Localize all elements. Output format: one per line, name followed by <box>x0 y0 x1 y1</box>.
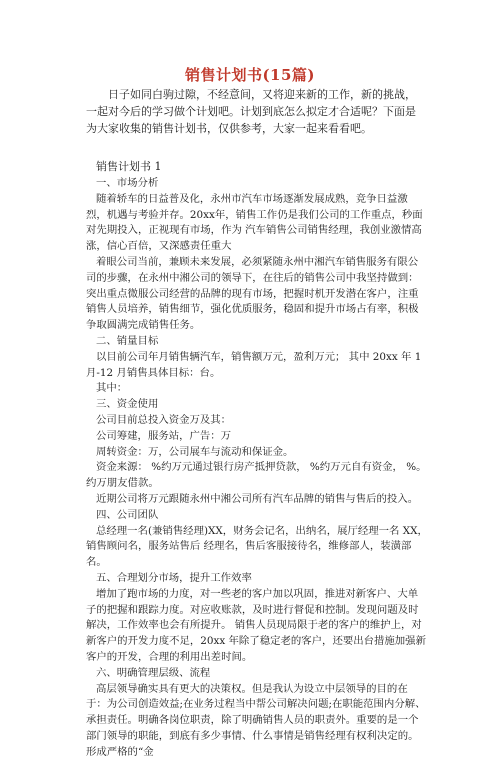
section-heading: 公司目前总投入资金万及其： <box>86 413 428 429</box>
body-paragraph: 近期公司将万元跟随永州中湘公司所有汽车品牌的销售与售后的投入。 <box>86 492 428 508</box>
body-paragraph: 以目前公司年月销售辆汽车，销售额万元，盈利万元； 其中 20xx 年 1月-12 月销售具体目标：台。 <box>86 350 428 382</box>
section-heading: 二、销量目标 <box>86 334 428 350</box>
document-title: 销售计划书(15篇) <box>0 64 500 85</box>
intro-paragraph: 日子如同白驹过隙，不经意间，又将迎来新的工作，新的挑战，一起对今后的学习做个计划吧。计划到底怎么拟定才合适呢？下面是为大家收集的销售计划书，仅供参考，大家一起来看看吧。 <box>86 86 426 137</box>
section-heading: 六、明确管理层级、流程 <box>86 666 428 682</box>
section-heading: 一、市场分析 <box>86 176 428 192</box>
body-paragraph: 增加了跑市场的力度，对一些老的客户加以巩固，推进对新客户、大单子的把握和跟踪力度。对应收账款，及时进行督促和控制。发现问题及时解决，工作效率也会有所提升。 销售人员现局限于老的客户的维护上，对新客户的开发力度不足，20xx 年除了稳定老的客户，还要出台措施加强新客户的开发，合理的利用出差时间。 <box>86 587 428 666</box>
section-title: 销售计划书 1 <box>96 158 162 175</box>
section-heading: 三、资金使用 <box>86 397 428 413</box>
body-paragraph: 随着轿车的日益普及化，永州市汽车市场逐渐发展成熟，竞争日益激烈，机遇与考验并存。20xx年，销售工作仍是我们公司的工作重点，秒面对先期投入，正视现有市场，作为 汽车销售公司销售经理，我创业激情高涨，信心百倍，又深感责任重大 <box>86 192 428 255</box>
section-heading: 其中： <box>86 381 428 397</box>
body-paragraph: 高层领导确实具有更大的决策权。但是我认为设立中层领导的目的在于：为公司创造效益;在业务过程当中帮公司解决问题;在职能范围内分解、承担责任。明确各岗位职责，除了明确销售人员的职责外。重要的是一个部门领导的职能，到底有多少事情、什么事情是销售经理有权利决定的。形成严格的“金 <box>86 682 428 760</box>
document-body <box>86 176 428 760</box>
section-heading: 四、公司团队 <box>86 508 428 524</box>
body-paragraph: 资金来源： %约万元通过银行房产抵押贷款， %约万元自有资金， %。约万朋友借款。 <box>86 460 428 492</box>
section-heading: 公司筹建，服务站，广告：万 <box>86 429 428 445</box>
body-paragraph: 着眼公司当前，兼顾未来发展，必须紧随永州中湘汽车销售服务有限公司的步骤，在永州中湘公司的领导下，在往后的销售公司中我坚持做到：突出重点微服公司经营的品牌的现有市场，把握时机开发潜在客户，注重销售人员培养，销售细节，强化优质服务，稳固和提升市场占有率，积极争取圆满完成销售任务。 <box>86 255 428 334</box>
section-heading: 五、合理划分市场，提升工作效率 <box>86 571 428 587</box>
section-heading: 周转资金：万，公司展车与流动和保证金。 <box>86 445 428 461</box>
body-paragraph: 总经理一名(兼销售经理)XX，财务会记名，出纳名，展厅经理一名 XX，销售顾问名，服务站售后 经理名，售后客服接待名，维修部人，装潢部名。 <box>86 524 428 571</box>
